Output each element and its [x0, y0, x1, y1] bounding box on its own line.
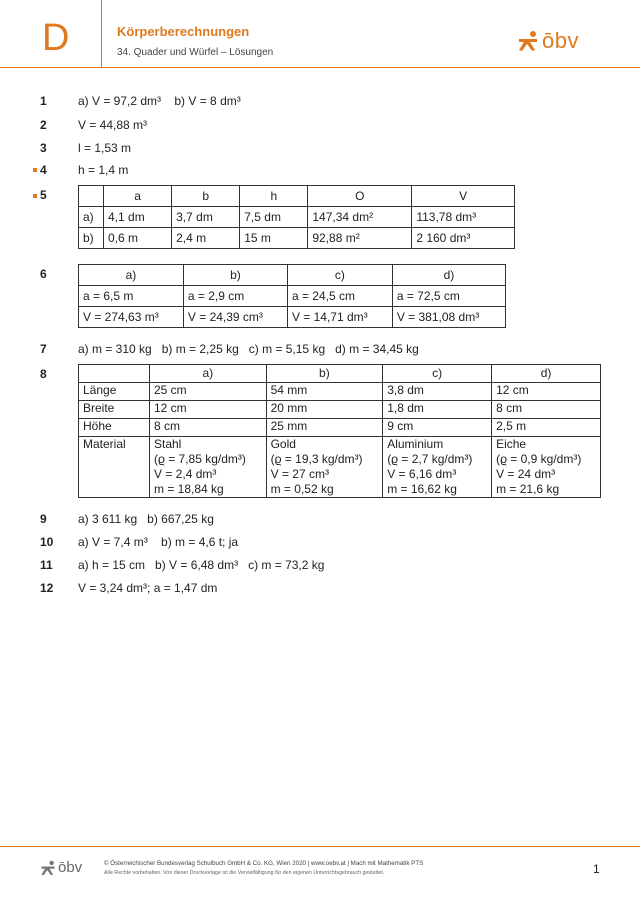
table-cell: Länge [79, 383, 150, 401]
table-header: O [308, 186, 412, 207]
answer-text: V = 44,88 m³ [78, 118, 148, 132]
solution-table-8 [78, 364, 601, 498]
table-header: V [412, 186, 515, 207]
footer-rule [0, 846, 640, 847]
solution-table-6 [78, 264, 506, 328]
table-header-row [79, 186, 515, 207]
table-cell: Breite [79, 401, 150, 419]
table-cell: 7,5 dm [240, 207, 308, 228]
table-cell: 1,8 dm [383, 401, 492, 419]
table-cell: 0,6 m [104, 228, 172, 249]
table-cell: Aluminium (ϱ = 2,7 kg/dm³) V = 6,16 dm³ m = 16,62 kg [383, 437, 492, 498]
table-cell: Material [79, 437, 150, 498]
header-divider [101, 0, 102, 67]
page-header [0, 0, 640, 68]
answer-text: a) V = 7,4 m³ b) m = 4,6 t; ja [78, 535, 239, 549]
table-header: d) [492, 365, 601, 383]
table-row [79, 437, 601, 498]
difficulty-marker [33, 168, 37, 172]
table-header-row [79, 365, 601, 383]
copyright-text: © Österreichischer Bundesverlag Schulbuch GmbH & Co. KG, Wien 2020 | www.oebv.at | Mach mit Mathematik PTS [104, 860, 424, 867]
answer-text: a) V = 97,2 dm³ b) V = 8 dm³ [78, 94, 241, 108]
table-cell: a = 72,5 cm [392, 286, 505, 307]
table-cell: 25 cm [150, 383, 267, 401]
exercise-number: 3 [40, 141, 47, 155]
table-row [79, 286, 506, 307]
table-cell: V = 14,71 dm³ [287, 307, 392, 328]
table-cell: a = 6,5 m [79, 286, 184, 307]
table-header: a [104, 186, 172, 207]
table-cell: a = 2,9 cm [183, 286, 287, 307]
rights-text: Alle Rechte vorbehalten. Von dieser Druckvorlage ist die Vervielfältigung für den eigenen Unterrichtsgebrauch gestattet. [104, 870, 385, 876]
difficulty-marker [33, 194, 37, 198]
table-cell: 15 m [240, 228, 308, 249]
table-cell: a = 24,5 cm [287, 286, 392, 307]
table-cell: 25 mm [266, 419, 383, 437]
footer-logo-text: ōbv [58, 859, 83, 876]
chapter-letter: D [42, 17, 70, 59]
page-subtitle: 34. Quader und Würfel – Lösungen [117, 47, 274, 58]
table-row [79, 307, 506, 328]
table-cell: Höhe [79, 419, 150, 437]
exercise-number: 11 [40, 558, 53, 572]
exercise-number: 12 [40, 581, 54, 595]
table-cell: 9 cm [383, 419, 492, 437]
table-header: c) [287, 265, 392, 286]
table-row [79, 401, 601, 419]
logo-text: ōbv [542, 28, 579, 53]
table-cell: V = 24,39 cm³ [183, 307, 287, 328]
exercise-number: 7 [40, 342, 47, 356]
exercise-number: 6 [40, 267, 47, 281]
table-header: b) [266, 365, 383, 383]
table-header: a) [150, 365, 267, 383]
table-row [79, 419, 601, 437]
exercise-number: 5 [40, 188, 47, 202]
table-header: b [172, 186, 240, 207]
table-cell: 2,4 m [172, 228, 240, 249]
table-header [79, 365, 150, 383]
answer-text: h = 1,4 m [78, 163, 129, 177]
table-cell: 8 cm [150, 419, 267, 437]
table-cell: V = 274,63 m³ [79, 307, 184, 328]
answer-text: l = 1,53 m [78, 141, 132, 155]
table-cell: b) [79, 228, 104, 249]
table-cell: 3,8 dm [383, 383, 492, 401]
table-cell: 54 mm [266, 383, 383, 401]
footer-logo [40, 859, 82, 876]
table-cell: 113,78 dm³ [412, 207, 515, 228]
exercise-number: 9 [40, 512, 47, 526]
exercise-number: 8 [40, 367, 47, 381]
solution-table-5 [78, 185, 515, 249]
publisher-logo [517, 28, 579, 54]
table-cell: 2 160 dm³ [412, 228, 515, 249]
oebv-figure-icon [517, 30, 539, 52]
answer-text: V = 3,24 dm³; a = 1,47 dm [78, 581, 218, 595]
table-header-row [79, 265, 506, 286]
table-header: h [240, 186, 308, 207]
table-cell: 147,34 dm² [308, 207, 412, 228]
table-header [79, 186, 104, 207]
table-cell: 92,88 m² [308, 228, 412, 249]
table-cell: 20 mm [266, 401, 383, 419]
table-cell: 12 cm [492, 383, 601, 401]
page-number: 1 [593, 862, 600, 876]
table-header: c) [383, 365, 492, 383]
table-cell: a) [79, 207, 104, 228]
table-header: b) [183, 265, 287, 286]
table-cell: 4,1 dm [104, 207, 172, 228]
table-row [79, 383, 601, 401]
exercise-number: 10 [40, 535, 54, 549]
exercise-number: 4 [40, 163, 47, 177]
page-title: Körperberechnungen [117, 24, 250, 39]
table-cell: 3,7 dm [172, 207, 240, 228]
table-cell: 8 cm [492, 401, 601, 419]
exercise-number: 1 [40, 94, 47, 108]
oebv-figure-icon [40, 860, 56, 876]
table-cell: 12 cm [150, 401, 267, 419]
exercise-number: 2 [40, 118, 47, 132]
answer-text: a) 3 611 kg b) 667,25 kg [78, 512, 214, 526]
table-cell: Eiche (ϱ = 0,9 kg/dm³) V = 24 dm³ m = 21,6 kg [492, 437, 601, 498]
table-row [79, 207, 515, 228]
table-cell: V = 381,08 dm³ [392, 307, 505, 328]
table-cell: Gold (ϱ = 19,3 kg/dm³) V = 27 cm³ m = 0,52 kg [266, 437, 383, 498]
table-row [79, 228, 515, 249]
answer-text: a) m = 310 kg b) m = 2,25 kg c) m = 5,15 kg d) m = 34,45 kg [78, 342, 419, 356]
table-cell: Stahl (ϱ = 7,85 kg/dm³) V = 2,4 dm³ m = 18,84 kg [150, 437, 267, 498]
table-cell: 2,5 m [492, 419, 601, 437]
answer-text: a) h = 15 cm b) V = 6,48 dm³ c) m = 73,2 kg [78, 558, 325, 572]
table-header: d) [392, 265, 505, 286]
table-header: a) [79, 265, 184, 286]
